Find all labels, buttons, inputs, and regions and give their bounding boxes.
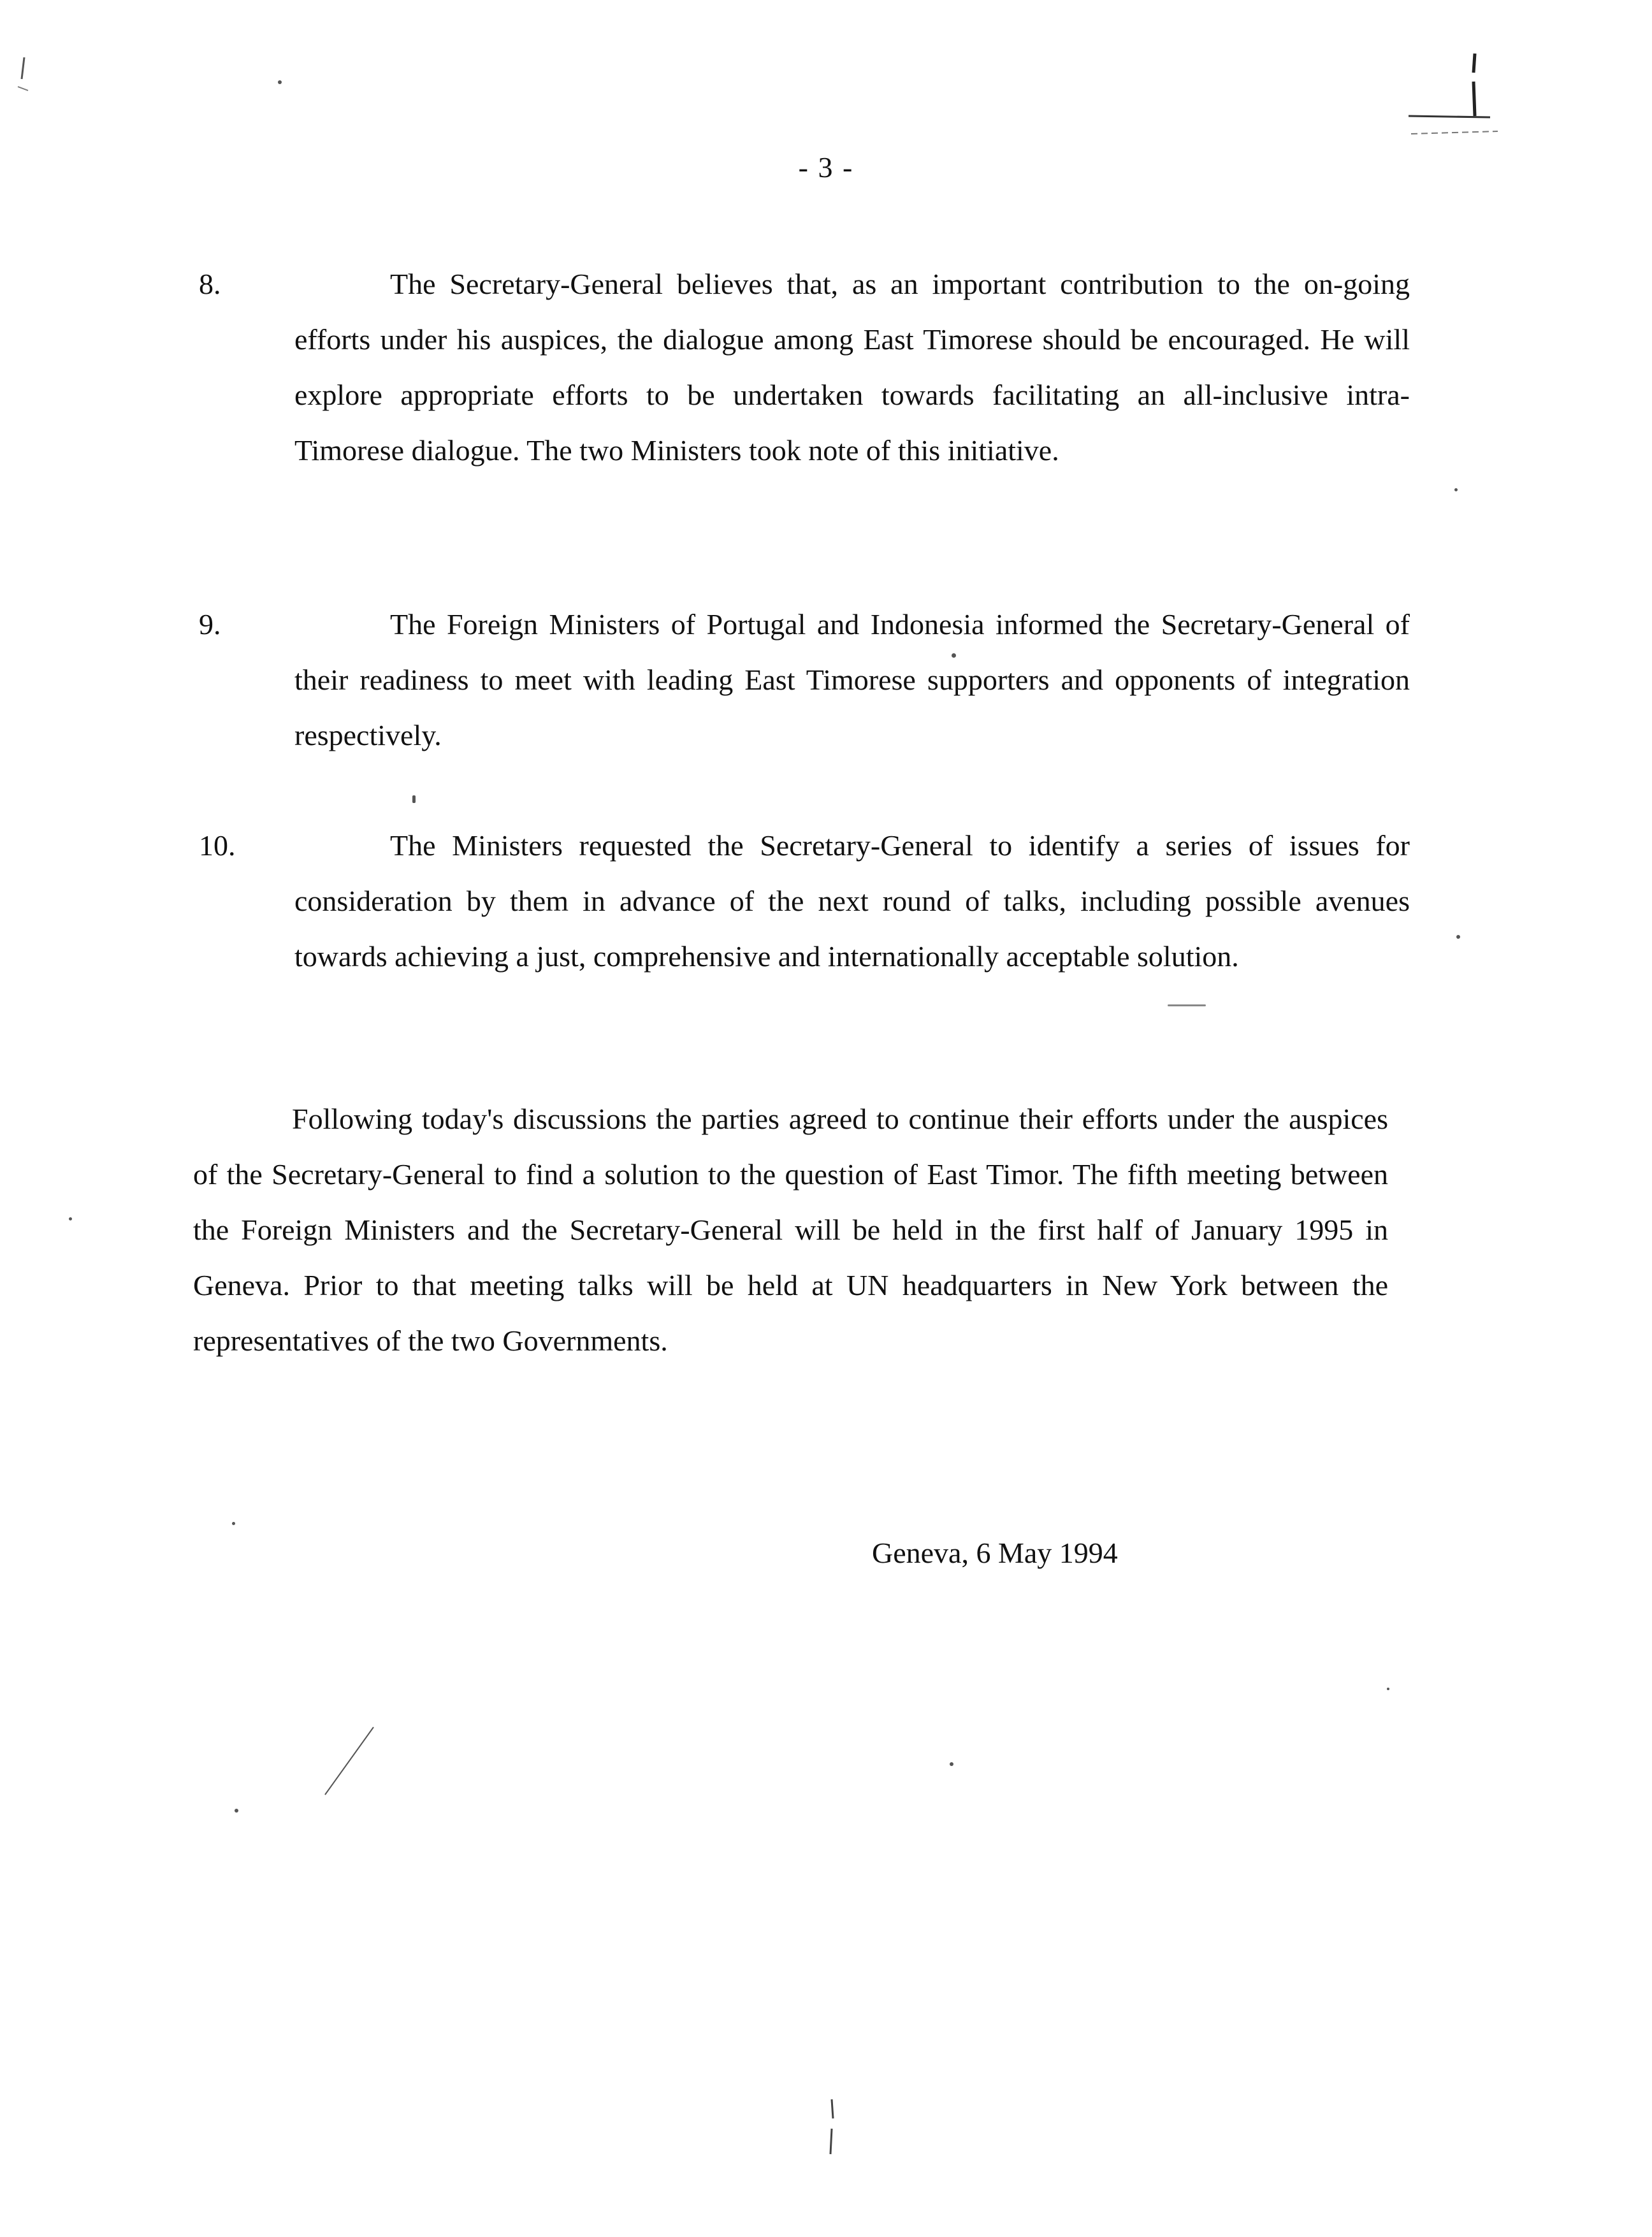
paragraph-9 [199, 597, 1410, 763]
paragraph-number: 10. [199, 829, 236, 862]
paragraph-text: The Ministers requested the Secretary-General to identify a series of issues for consideration by them in advance of the next round of talks, including possible avenues towards achieving a just, comprehensive and internationally acceptable solution. [294, 829, 1410, 973]
speck [1454, 488, 1458, 491]
speck [1168, 1004, 1206, 1006]
corner-scan-mark [1396, 45, 1511, 147]
paragraph-text: The Foreign Ministers of Portugal and Indonesia informed the Secretary-General of their readiness to meet with leading East Timorese supporters and opponents of integration respectively. [294, 608, 1410, 751]
speck [1456, 935, 1460, 939]
speck [950, 1762, 953, 1766]
speck [232, 1522, 235, 1525]
speck [1387, 1688, 1389, 1690]
paragraph-number: 9. [199, 608, 221, 641]
closing-paragraph: Following today's discussions the parties agreed to continue their efforts under the auspices of the Secretary-General to find a solution to the question of East Timor. The fifth meeting between the Foreign Ministers and the Secretary-General will be held in the first half of January 1995 in Geneva. Prior to that meeting talks will be held at UN headquarters in New York between the representatives of the two Governments. [193, 1103, 1388, 1357]
speck [69, 1217, 72, 1220]
speck [412, 795, 416, 803]
page-number: - 3 - [798, 151, 854, 184]
place-date: Geneva, 6 May 1994 [872, 1537, 1118, 1569]
paragraph-10 [199, 818, 1410, 984]
speck [952, 653, 956, 658]
speck [235, 1809, 238, 1813]
speck [278, 80, 282, 84]
bottom-scan-mark [819, 2097, 844, 2161]
paragraph-8 [199, 256, 1410, 478]
paragraph-text: The Secretary-General believes that, as an important contribution to the on-going efforts under his auspices, the dialogue among East Timorese should be encouraged. He will explore appropriate efforts to be undertaken towards facilitating an all-inclusive intra-Timorese dialogue. The two Ministers took note of this initiative. [294, 268, 1410, 467]
stray-line-mark [319, 1721, 389, 1804]
paragraph-number: 8. [199, 268, 221, 300]
left-edge-mark [6, 13, 45, 96]
